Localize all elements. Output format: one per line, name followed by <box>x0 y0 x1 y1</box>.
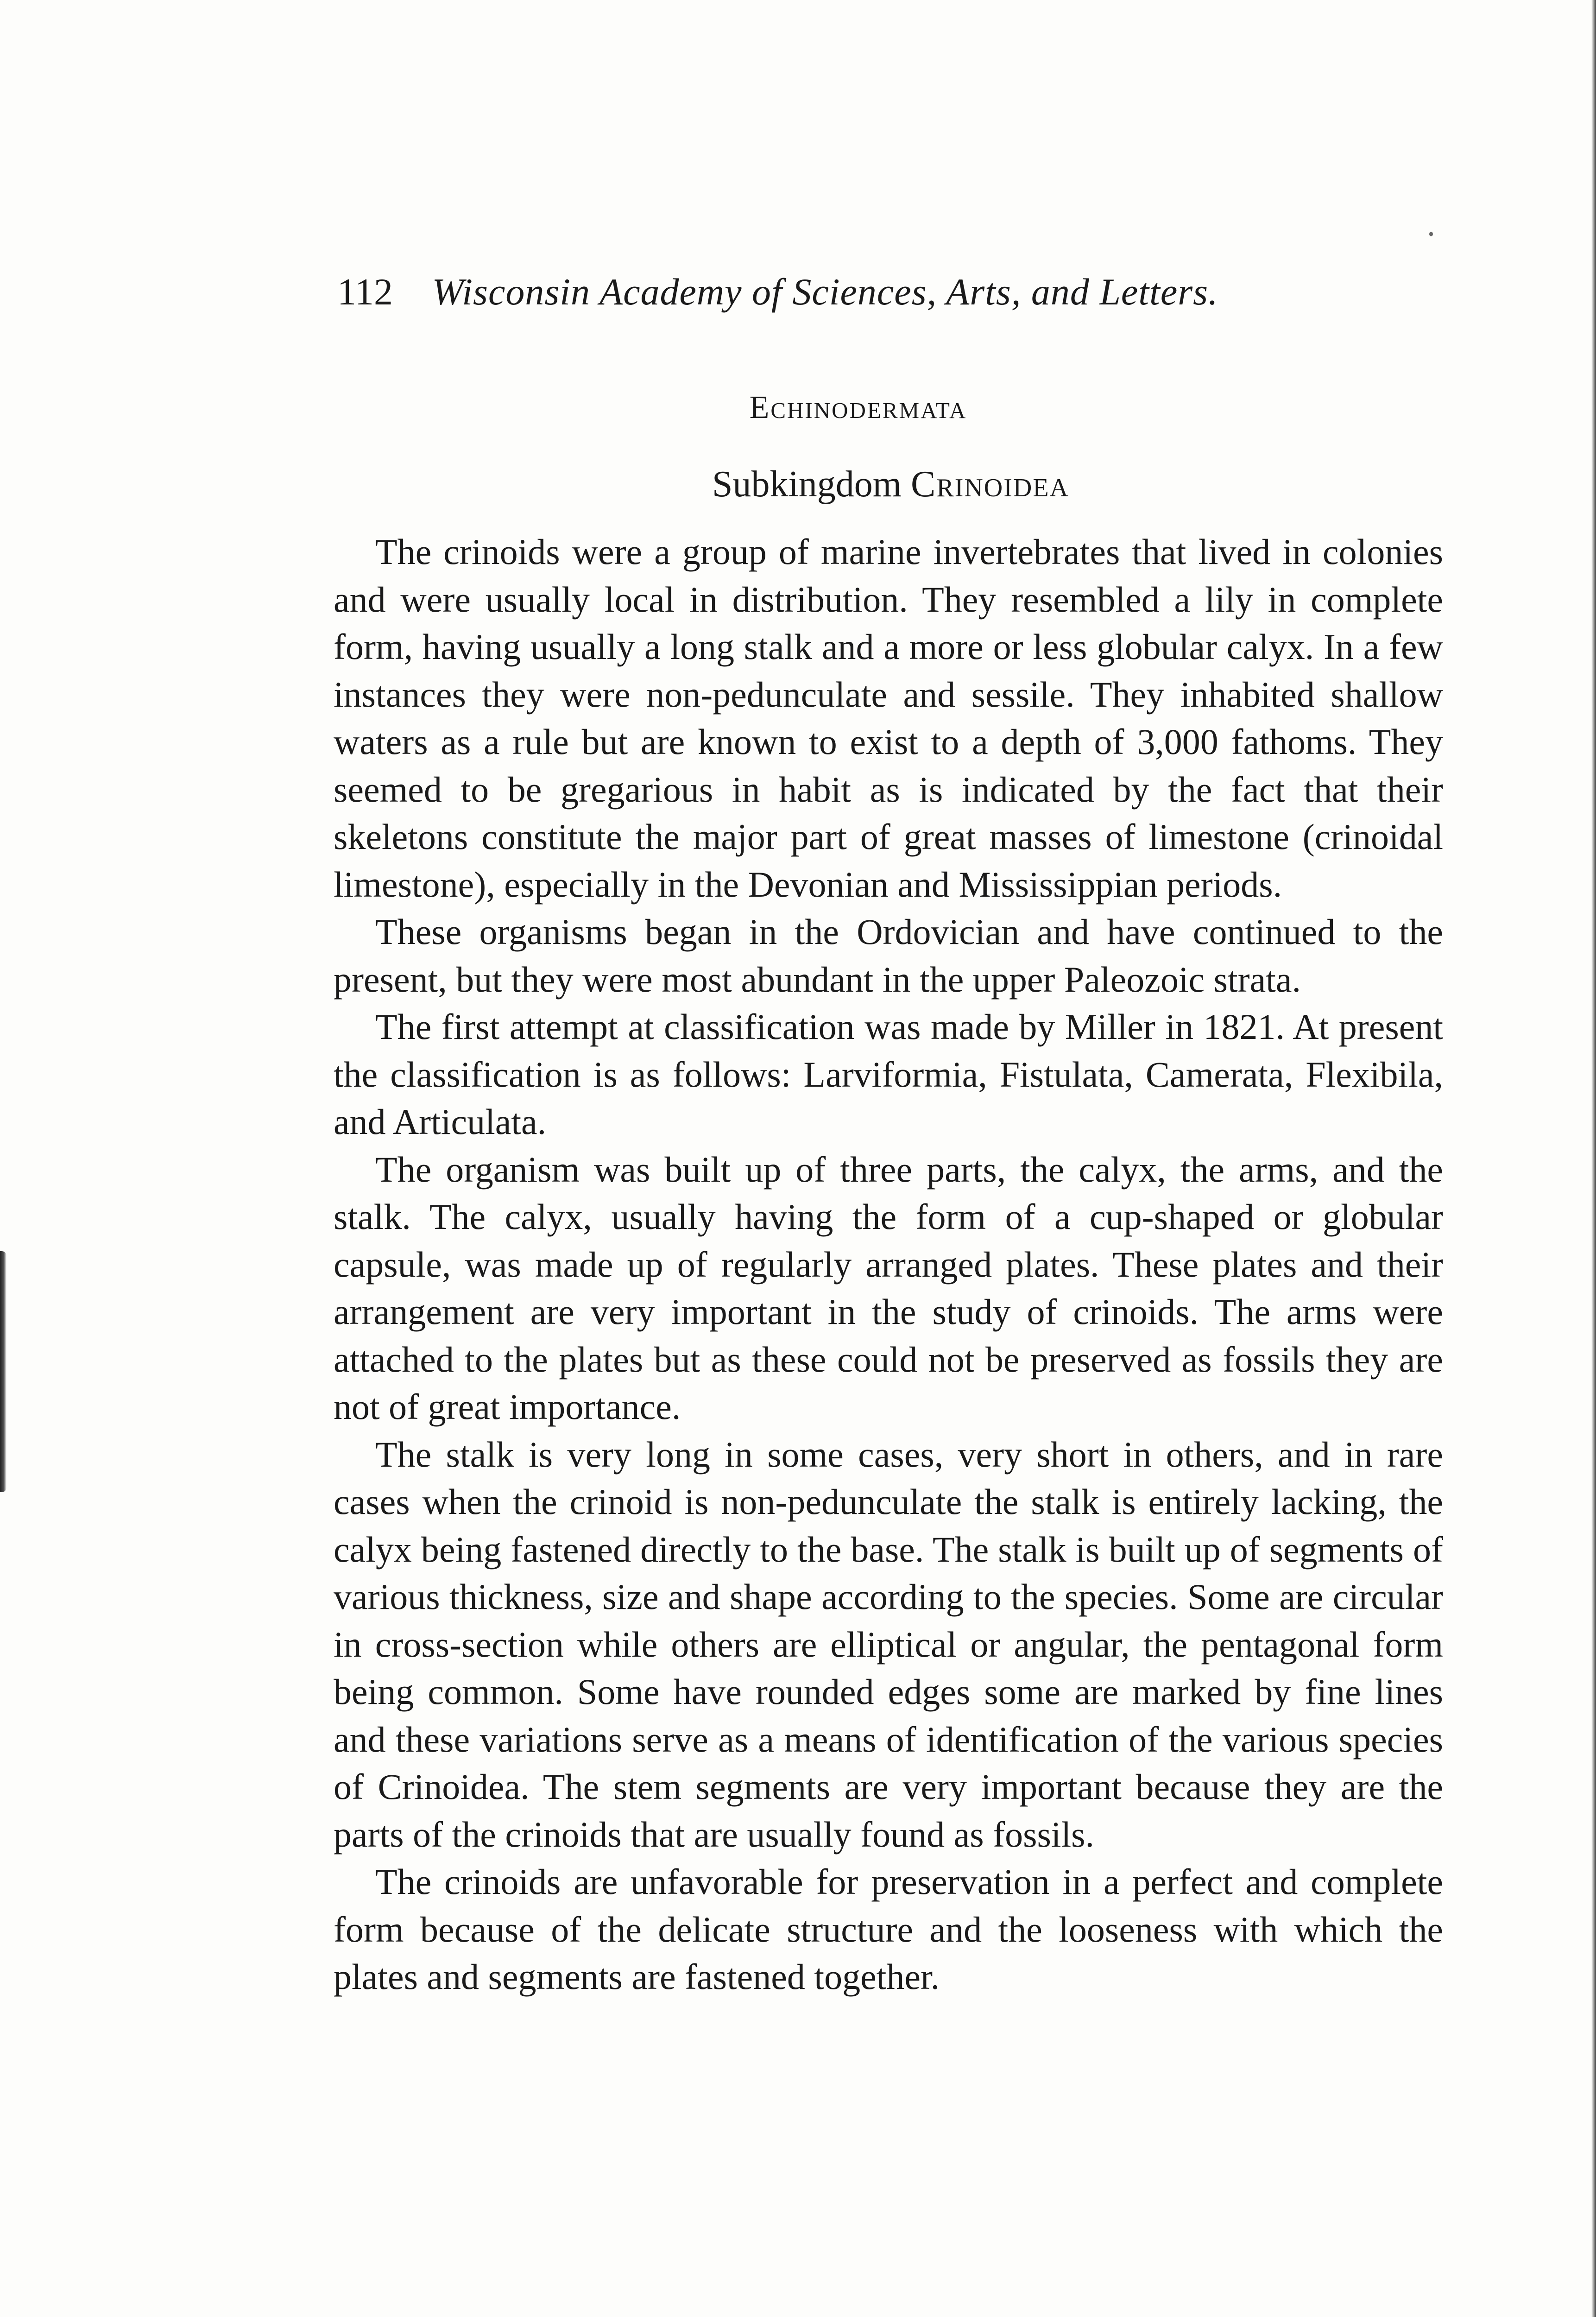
paragraph-6: The crinoids are unfavorable for preservation in a perfect and complete form because of the delicate structure and the looseness with which the plates and segments are fastened together. <box>334 1861 1443 1997</box>
subsection-title <box>0 459 1596 510</box>
subsection-name: Crinoidea <box>910 464 1069 505</box>
body-text <box>334 528 1443 2001</box>
section-title: Echinodermata <box>749 390 967 425</box>
paragraph-4: The organism was built up of three parts, the calyx, the arms, and the stalk. The calyx, usually having the form of a cup-shaped or globular capsule, was made up of regularly arranged plates. These plates and their arrangement are very important in the study of crinoids. The arms were attached to the plates but as these could not be preserved as fossils they are not of great importance. <box>334 1149 1443 1427</box>
scan-shadow-left <box>0 1251 6 1492</box>
page-number: 112 <box>337 271 393 313</box>
running-title: Wisconsin Academy of Sciences, Arts, and Letters. <box>432 271 1218 313</box>
paragraph-5: The stalk is very long in some cases, very short in others, and in rare cases when the crinoid is non-pedunculate the stalk is entirely lacking, the calyx being fastened directly to the base. The stalk is built up of segments of various thickness, size and shape according to the species. Some are circular in cross-section while others are elliptical or angular, the pentagonal form being common. Some have rounded edges some are marked by fine lines and these variations serve as a means of identification of the various species of Crinoidea. The stem segments are very important because they are the parts of the crinoids that are usually found as fossils. <box>334 1434 1443 1855</box>
subsection-prefix: Subkingdom <box>712 464 902 505</box>
paragraph-1: The crinoids were a group of marine invertebrates that lived in colonies and were usually local in distribution. They resembled a lily in complete form, having usually a long stalk and a more or less globular calyx. In a few instances they were non-pedunculate and sessile. They inhabited shallow waters as a rule but are known to exist to a depth of 3,000 fathoms. They seemed to be gregarious in habit as is indicated by the fact that their skeletons constitute the major part of great masses of limestone (crinoidal limestone), especially in the Devonian and Mississippian periods. <box>334 532 1443 905</box>
paragraph-2: These organisms began in the Ordovician and have continued to the present, but they were most abundant in the upper Paleozoic strata. <box>334 912 1443 1000</box>
paragraph-3: The first attempt at classification was made by Miller in 1821. At present the classification is as follows: Larviformia, Fistulata, Camerata, Flexibila, and Articulata. <box>334 1007 1443 1142</box>
running-header <box>337 264 1356 320</box>
dust-speck <box>1429 232 1433 236</box>
scan-shadow-right <box>1591 0 1596 2317</box>
